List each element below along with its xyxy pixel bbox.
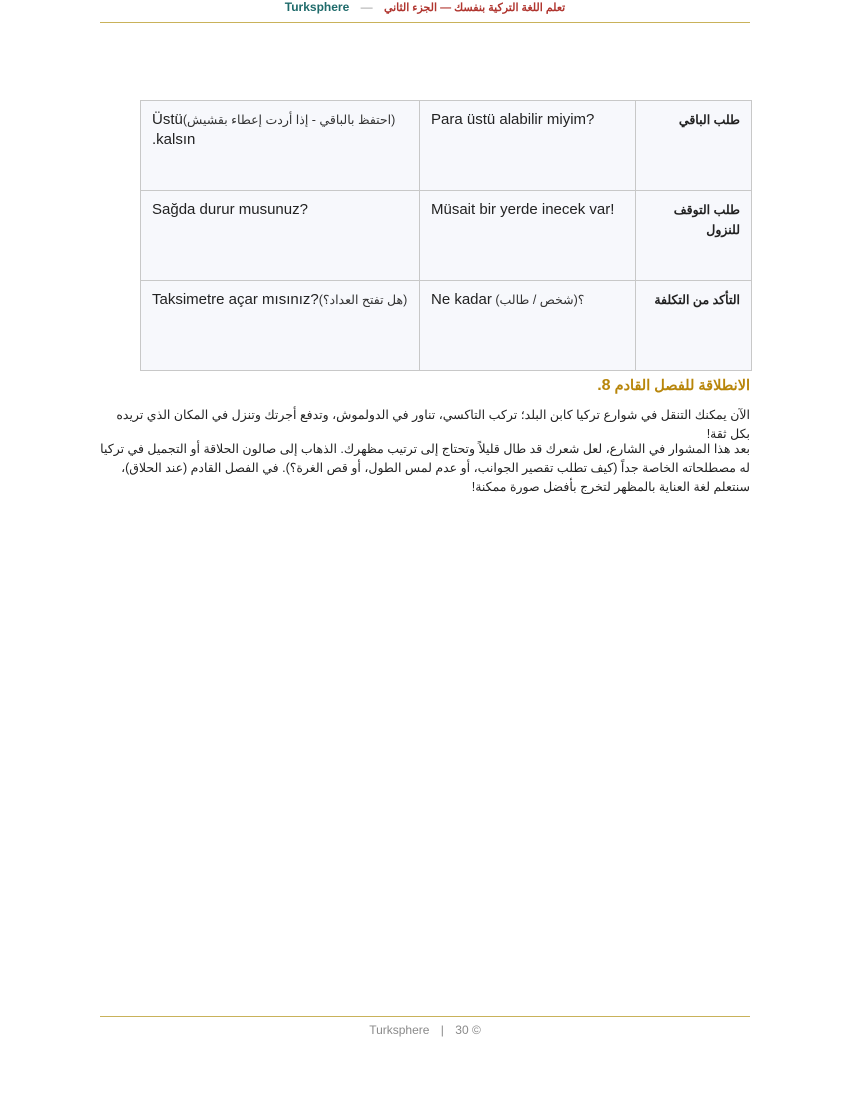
section-heading [100,376,750,396]
running-footer [100,1016,750,1037]
body-paragraph: بعد هذا المشوار في الشارع، لعل شعرك قد طال قليلاً وتحتاج إلى ترتيب مظهرك. الذهاب إلى صالون الحلاقة أو التجميل في تركيا له مصطلحاته الخاصة جداً (كيف تطلب تقصير الجوانب، أو عدم لمس الطول، أو قص الغرة؟). في الفصل القادم (عند الحلاق)، سنتعلم لغة العناية بالمظهر لتخرج بأفضل صورة ممكنة! [100,442,750,494]
reply-phrase: Üstü kalsın. [152,111,196,148]
body-paragraph: الآن يمكنك التنقل في شوارع تركيا كابن البلد؛ تركب التاكسي، تناور في الدولموش، وتدفع أجرتك وتنزل في المكان الذي تريده بكل ثقة! [116,408,750,441]
table-row [141,191,752,281]
running-header [100,0,750,23]
footer-separator: | [440,1023,444,1037]
reply-cell [141,191,420,281]
ask-phrase: Ne kadar [431,291,492,308]
ask-note: ؟(شخص / طالب) [491,293,585,307]
table-row [141,101,752,191]
reply-phrase: ?Taksimetre açar mısınız [152,291,319,308]
label-cell [636,101,752,191]
row-label: طلب التوقف للنزول [673,203,740,237]
ask-cell [420,191,636,281]
reply-cell [141,281,420,371]
header-subtitle: تعلم اللغة التركية بنفسك — الجزء الثاني [383,2,566,14]
ask-phrase: !Müsait bir yerde inecek var [431,201,615,218]
ask-cell [420,281,636,371]
label-cell [636,191,752,281]
footer-brand: Turksphere [369,1023,430,1037]
header-separator: — [360,0,373,14]
reply-phrase: ?Sağda durur musunuz [152,201,308,218]
page-number: 30 © [455,1023,481,1037]
phrase-table [140,100,752,371]
section-number: 8. [597,377,611,394]
ask-cell [420,101,636,191]
reply-cell [141,101,420,191]
table-row [141,281,752,371]
reply-note: (احتفظ بالباقي - إذا أردت إعطاء بقشيش) [182,113,396,127]
reply-note: (هل تفتح العداد؟) [318,293,408,307]
label-cell [636,281,752,371]
header-brand: Turksphere [284,0,350,14]
ask-phrase: ?Para üstü alabilir miyim [431,111,595,128]
section-title: الانطلاقة للفصل القادم [614,378,750,394]
row-label: التأكد من التكلفة [654,293,740,307]
row-label: طلب الباقي [678,113,740,127]
